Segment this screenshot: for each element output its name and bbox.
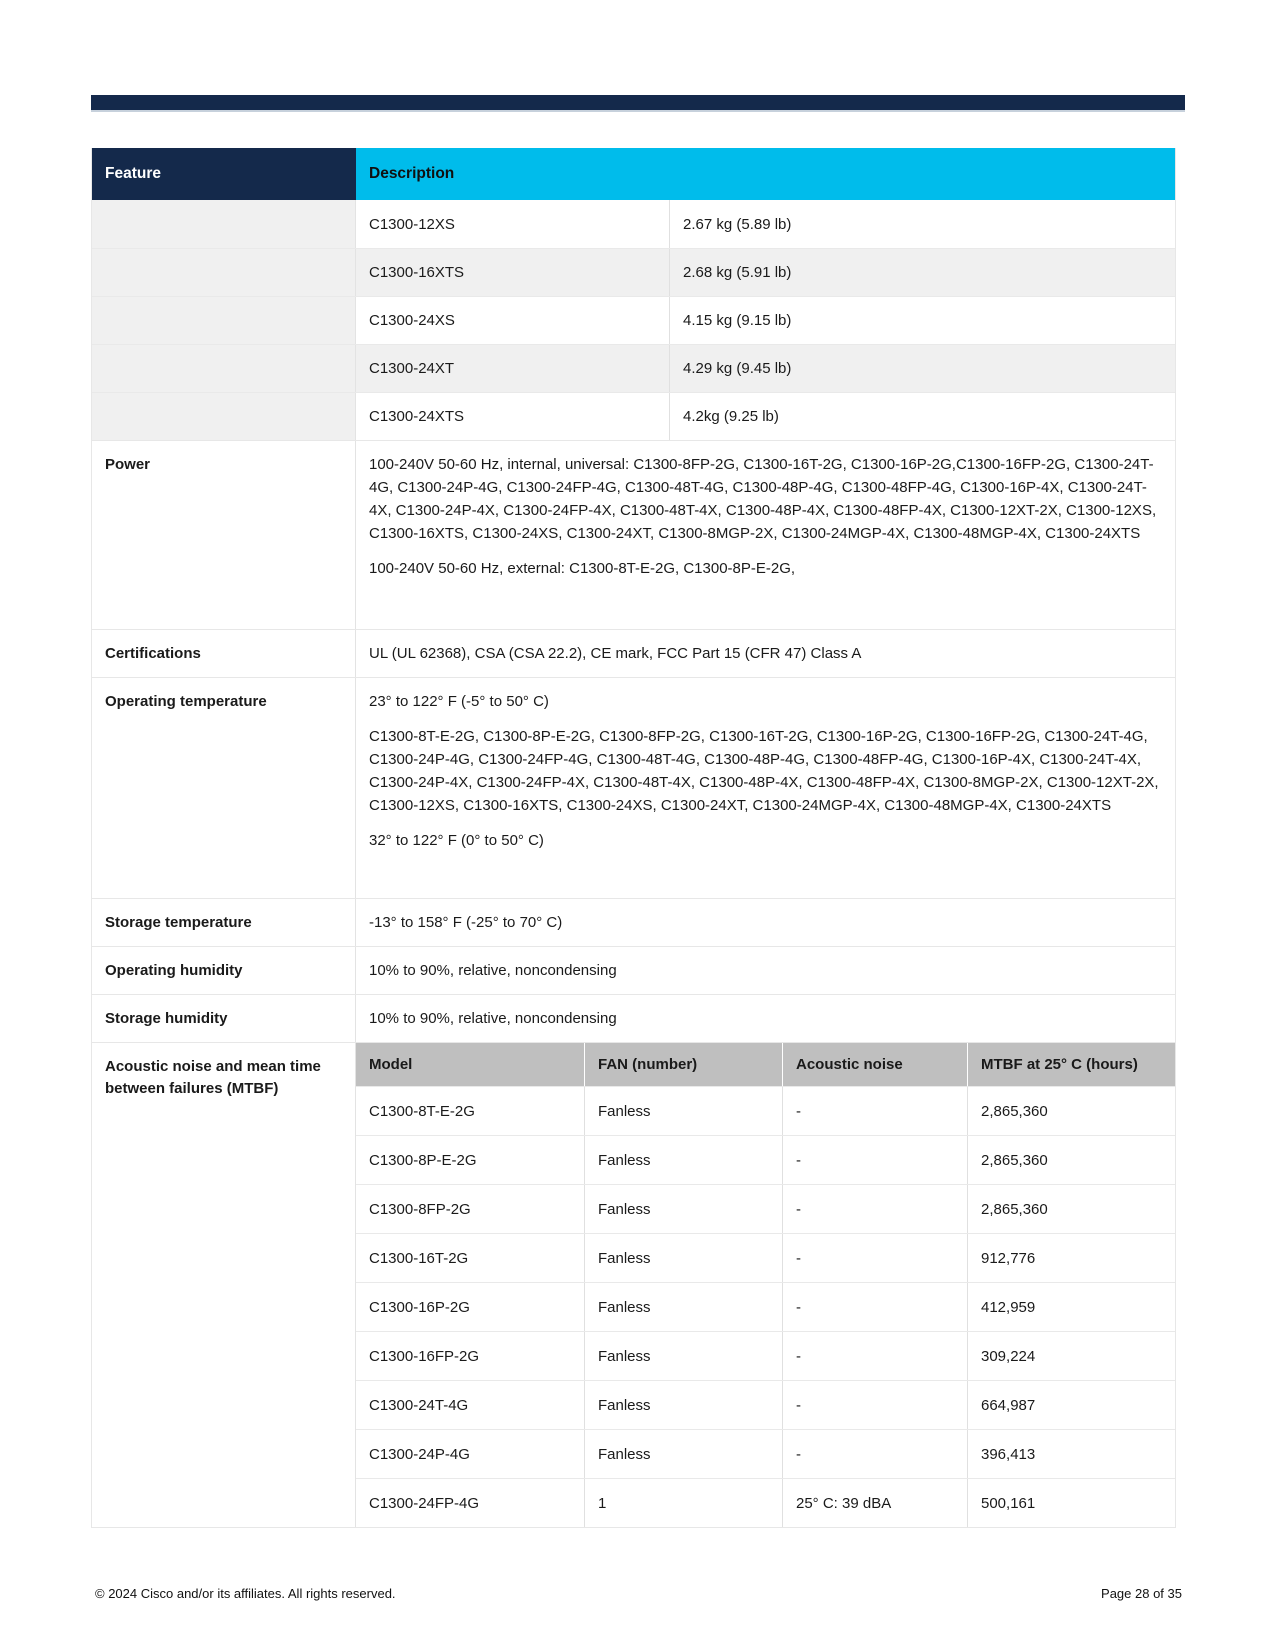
mtbf-table-header	[356, 1043, 1175, 1086]
spec-paragraph: 32° to 122° F (0° to 50° C)	[369, 832, 544, 849]
spec-paragraph: 10% to 90%, relative, noncondensing	[369, 962, 617, 979]
fan-cell: Fanless	[584, 1087, 782, 1135]
weight-cell: 4.2kg (9.25 lb)	[669, 393, 1175, 440]
noise-cell: -	[782, 1430, 967, 1478]
noise-cell: 25° C: 39 dBA	[782, 1479, 967, 1527]
mtbf-col-fan: FAN (number)	[584, 1043, 782, 1086]
mtbf-row	[356, 1086, 1175, 1135]
weight-cell: 2.67 kg (5.89 lb)	[669, 200, 1175, 248]
mtbf-row	[356, 1478, 1175, 1527]
model-cell: C1300-24P-4G	[369, 1445, 470, 1463]
model-cell: C1300-8T-E-2G	[369, 1102, 475, 1120]
weight-row	[92, 392, 1175, 440]
feature-column-header: Feature	[92, 148, 356, 200]
mtbf-cell: 2,865,360	[967, 1136, 1175, 1184]
mtbf-row	[356, 1380, 1175, 1429]
mtbf-cell: 309,224	[967, 1332, 1175, 1380]
page-footer	[95, 1586, 1182, 1601]
mtbf-cell: 664,987	[967, 1381, 1175, 1429]
spec-table-header	[92, 148, 1175, 200]
mtbf-cell: 912,776	[967, 1234, 1175, 1282]
mtbf-col-noise: Acoustic noise	[782, 1043, 967, 1086]
mtbf-col-mtbf: MTBF at 25° C (hours)	[967, 1043, 1175, 1086]
spec-paragraph: 100-240V 50-60 Hz, external: C1300-8T-E-2G, C1300-8P-E-2G,	[369, 560, 796, 577]
mtbf-row	[356, 1331, 1175, 1380]
mtbf-cell: 2,865,360	[967, 1185, 1175, 1233]
fan-cell: Fanless	[584, 1283, 782, 1331]
mtbf-cell: 500,161	[967, 1479, 1175, 1527]
feature-label: Acoustic noise and mean time between failures (MTBF)	[92, 1043, 356, 1527]
fan-cell: Fanless	[584, 1332, 782, 1380]
mtbf-cell: 2,865,360	[967, 1087, 1175, 1135]
model-cell: C1300-24T-4G	[369, 1396, 469, 1414]
spec-paragraph: UL (UL 62368), CSA (CSA 22.2), CE mark, FCC Part 15 (CFR 47) Class A	[369, 645, 862, 662]
noise-cell: -	[782, 1332, 967, 1380]
feature-empty-cell	[92, 249, 356, 296]
description-cell	[356, 630, 1175, 677]
feature-label: Operating humidity	[92, 947, 356, 994]
model-cell: C1300-8P-E-2G	[369, 1151, 477, 1169]
feature-label: Operating temperature	[92, 678, 356, 898]
fan-cell: Fanless	[584, 1381, 782, 1429]
weight-row	[92, 200, 1175, 248]
model-cell: C1300-24XS	[369, 312, 455, 329]
mtbf-row	[356, 1282, 1175, 1331]
model-cell: C1300-8FP-2G	[369, 1200, 471, 1218]
fan-cell: 1	[584, 1479, 782, 1527]
noise-cell: -	[782, 1136, 967, 1184]
weight-cell: 4.29 kg (9.45 lb)	[669, 345, 1175, 392]
fan-cell: Fanless	[584, 1185, 782, 1233]
noise-cell: -	[782, 1381, 967, 1429]
description-cell	[356, 947, 1175, 994]
page-top-rule	[91, 95, 1185, 112]
spec-row-storage-temperature	[92, 898, 1175, 946]
description-cell	[356, 899, 1175, 946]
mtbf-col-model: Model	[356, 1043, 584, 1086]
feature-label: Power	[92, 441, 356, 629]
spec-row-certifications	[92, 629, 1175, 677]
mtbf-row	[356, 1184, 1175, 1233]
feature-label: Storage temperature	[92, 899, 356, 946]
description-column-header: Description	[356, 148, 1175, 200]
feature-label: Certifications	[92, 630, 356, 677]
mtbf-cell: 412,959	[967, 1283, 1175, 1331]
feature-empty-cell	[92, 200, 356, 248]
feature-empty-cell	[92, 393, 356, 440]
feature-empty-cell	[92, 297, 356, 344]
mtbf-row	[356, 1233, 1175, 1282]
description-cell	[356, 441, 1175, 629]
spec-paragraph: 23° to 122° F (-5° to 50° C)	[369, 693, 549, 710]
mtbf-row	[356, 1135, 1175, 1184]
fan-cell: Fanless	[584, 1430, 782, 1478]
feature-label: Storage humidity	[92, 995, 356, 1042]
spec-paragraph: C1300-8T-E-2G, C1300-8P-E-2G, C1300-8FP-2G, C1300-16T-2G, C1300-16P-2G, C1300-16FP-2G, C1300-24T-4G, C1300-24P-4G, C1300-24FP-4G, C1300-48T-4G, C1300-48P-4G, C1300-48FP-4G, C1300-16P-4X, C1300-24T-4X, C1300-24P-4X, C1300-24FP-4X, C1300-48T-4X, C1300-48P-4X, C1300-48FP-4X, C1300-8MGP-2X, C1300-12XT-2X, C1300-12XS, C1300-16XTS, C1300-24XS, C1300-24XT, C1300-24MGP-4X, C1300-48MGP-4X, C1300-24XTS	[369, 728, 1159, 814]
model-cell: C1300-12XS	[369, 215, 455, 233]
spec-paragraph: -13° to 158° F (-25° to 70° C)	[369, 914, 563, 931]
noise-cell: -	[782, 1283, 967, 1331]
description-cell	[356, 995, 1175, 1042]
weight-cell: 4.15 kg (9.15 lb)	[669, 297, 1175, 344]
weight-row	[92, 296, 1175, 344]
mtbf-table	[356, 1043, 1175, 1527]
model-cell: C1300-16P-2G	[369, 1298, 470, 1316]
fan-cell: Fanless	[584, 1234, 782, 1282]
weight-row	[92, 248, 1175, 296]
spec-row-operating-humidity	[92, 946, 1175, 994]
spec-row-power	[92, 440, 1175, 629]
spec-row-acoustic-mtbf	[92, 1042, 1175, 1527]
model-cell: C1300-24XT	[356, 345, 669, 392]
description-cell	[356, 678, 1175, 898]
noise-cell: -	[782, 1234, 967, 1282]
mtbf-row	[356, 1429, 1175, 1478]
fan-cell: Fanless	[584, 1136, 782, 1184]
model-cell: C1300-24XTS	[369, 408, 465, 425]
footer-copyright: © 2024 Cisco and/or its affiliates. All rights reserved.	[95, 1586, 396, 1601]
feature-empty-cell	[92, 345, 356, 392]
spec-paragraph: 100-240V 50-60 Hz, internal, universal: C1300-8FP-2G, C1300-16T-2G, C1300-16P-2G,C1300-16FP-2G, C1300-24T-4G, C1300-24P-4G, C1300-24FP-4G, C1300-48T-4G, C1300-48P-4G, C1300-48FP-4G, C1300-16P-4X, C1300-24T-4X, C1300-24P-4X, C1300-24FP-4X, C1300-48T-4X, C1300-48P-4X, C1300-48FP-4X, C1300-12XT-2X, C1300-12XS, C1300-16XTS, C1300-24XS, C1300-24XT, C1300-8MGP-2X, C1300-24MGP-4X, C1300-48MGP-4X, C1300-24XTS	[369, 456, 1157, 542]
spec-row-operating-temperature	[92, 677, 1175, 898]
mtbf-cell: 396,413	[967, 1430, 1175, 1478]
weight-cell: 2.68 kg (5.91 lb)	[669, 249, 1175, 296]
model-cell: C1300-16FP-2G	[369, 1347, 480, 1365]
spec-paragraph: 10% to 90%, relative, noncondensing	[369, 1010, 617, 1027]
noise-cell: -	[782, 1185, 967, 1233]
spec-row-storage-humidity	[92, 994, 1175, 1042]
noise-cell: -	[782, 1087, 967, 1135]
model-cell: C1300-16T-2G	[369, 1249, 469, 1267]
model-cell: C1300-16XTS	[356, 249, 669, 296]
spec-table	[91, 148, 1176, 1528]
weight-row	[92, 344, 1175, 392]
footer-page-number: Page 28 of 35	[1101, 1586, 1182, 1601]
model-cell: C1300-24FP-4G	[369, 1494, 480, 1512]
